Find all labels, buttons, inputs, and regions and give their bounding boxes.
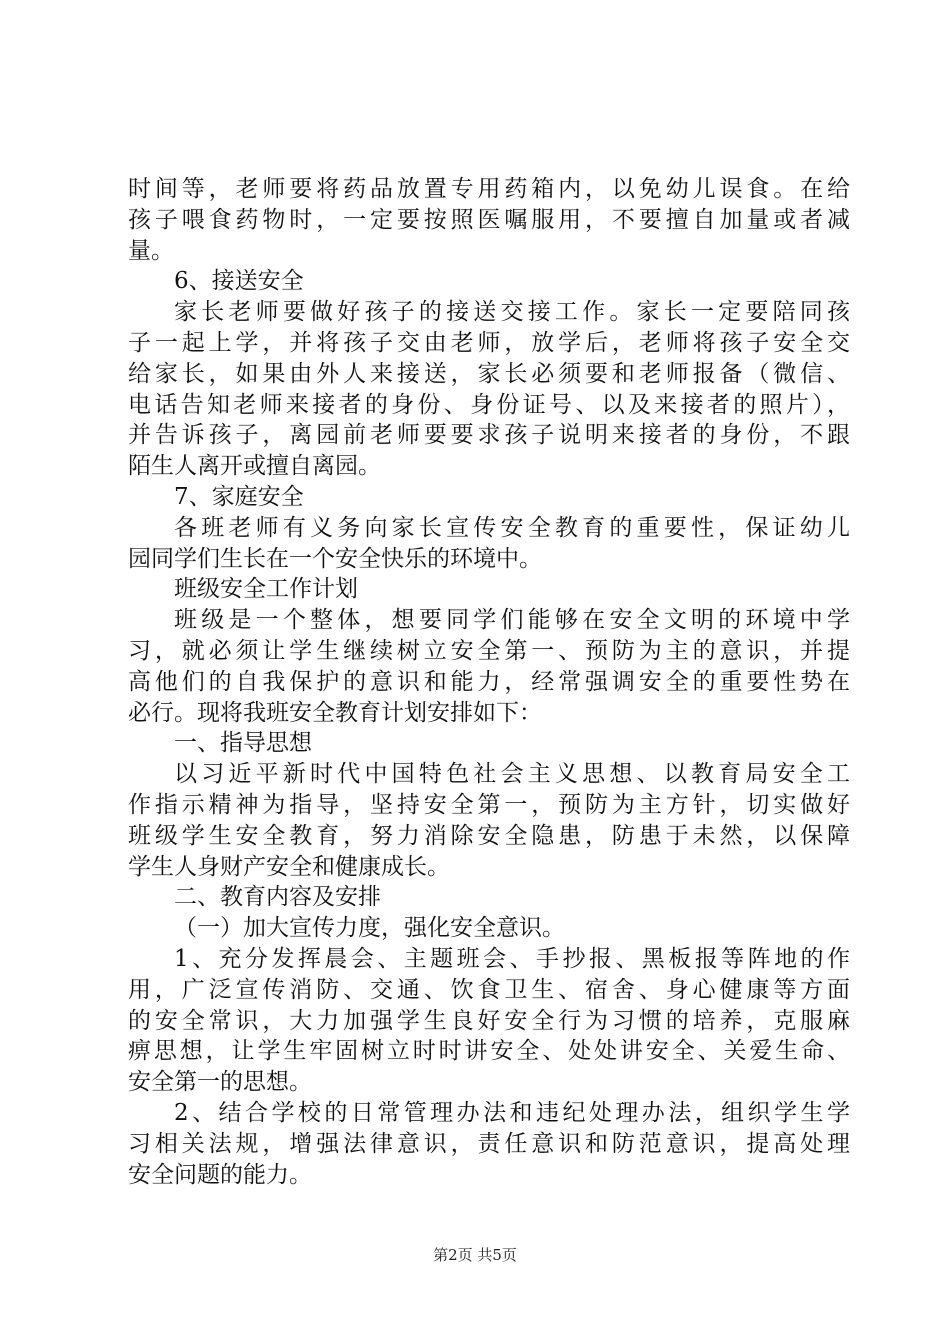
- text-line: 7、家庭安全: [174, 483, 304, 510]
- text-line: 习相关法规，增强法律意识，责任意识和防范意识，提高处理: [128, 1130, 850, 1157]
- text-line: 痹思想，让学生牢固树立时时讲安全、处处讲安全、关爱生命、: [128, 1038, 850, 1065]
- text-line: 作指示精神为指导，坚持安全第一，预防为主方针，切实做好: [128, 791, 850, 818]
- text-line: 班级是一个整体，想要同学们能够在安全文明的环境中学: [174, 607, 850, 634]
- text-line: 必行。现将我班安全教育计划安排如下：: [128, 699, 542, 726]
- text-line: 安全第一的思想。: [128, 1069, 312, 1096]
- text-line: 家长老师要做好孩子的接送交接工作。家长一定要陪同孩: [174, 299, 850, 326]
- document-body: [128, 174, 850, 1190]
- text-line: 量。: [128, 237, 174, 264]
- page-footer: 第2页 共5页: [433, 1246, 517, 1264]
- text-line: 各班老师有义务向家长宣传安全教育的重要性，保证幼儿: [174, 514, 850, 541]
- text-line: 陌生人离开或擅自离园。: [128, 453, 381, 480]
- text-line: 习，就必须让学生继续树立安全第一、预防为主的意识，并提: [128, 637, 850, 664]
- text-line: 班级安全工作计划: [174, 576, 358, 603]
- text-line: （一）加大宣传力度，强化安全意识。: [174, 915, 565, 942]
- text-line: 园同学们生长在一个安全快乐的环境中。: [128, 545, 542, 572]
- text-line: 2、结合学校的日常管理办法和违纪处理办法，组织学生学: [174, 1099, 850, 1126]
- text-line: 电话告知老师来接者的身份、身份证号、以及来接者的照片），: [128, 391, 850, 418]
- text-line: 1、充分发挥晨会、主题班会、手抄报、黑板报等阵地的作: [174, 945, 850, 972]
- text-line: 给家长，如果由外人来接送，家长必须要和老师报备（微信、: [128, 360, 850, 387]
- text-line: 6、接送安全: [174, 268, 304, 295]
- text-line: 班级学生安全教育，努力消除安全隐患，防患于未然，以保障: [128, 822, 850, 849]
- text-line: 一、指导思想: [174, 730, 312, 757]
- text-line: 高他们的自我保护的意识和能力，经常强调安全的重要性势在: [128, 668, 850, 695]
- text-line: 时间等，老师要将药品放置专用药箱内，以免幼儿误食。在给: [128, 176, 850, 202]
- text-line: 并告诉孩子，离园前老师要要求孩子说明来接者的身份，不跟: [128, 422, 850, 449]
- text-line: 孩子喂食药物时，一定要按照医嘱服用，不要擅自加量或者减: [128, 206, 850, 233]
- text-line: 以习近平新时代中国特色社会主义思想、以教育局安全工: [174, 761, 850, 788]
- text-line: 用，广泛宣传消防、交通、饮食卫生、宿舍、身心健康等方面: [128, 976, 850, 1003]
- text-line: 二、教育内容及安排: [174, 884, 381, 911]
- text-line: 安全问题的能力。: [128, 1161, 312, 1188]
- text-line: 学生人身财产安全和健康成长。: [128, 853, 450, 880]
- text-line: 的安全常识，大力加强学生良好安全行为习惯的培养，克服麻: [128, 1007, 850, 1034]
- text-line: 子一起上学，并将孩子交由老师，放学后，老师将孩子安全交: [128, 329, 850, 356]
